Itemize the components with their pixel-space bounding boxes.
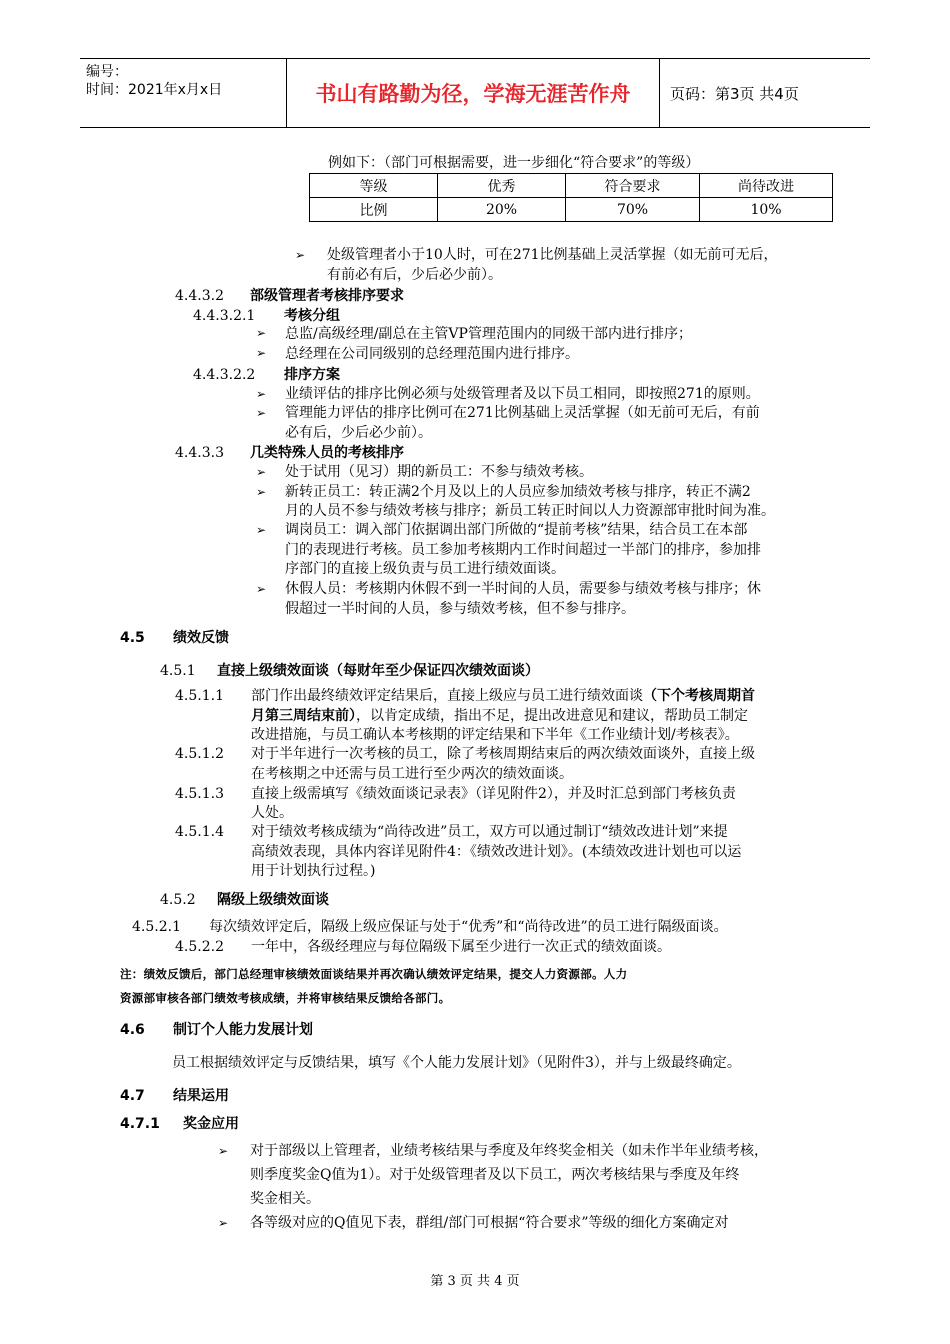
body-line: 奖金相关。 (250, 1191, 320, 1207)
body-line: 总经理在公司同级别的总经理范围内进行排序。 (285, 346, 579, 362)
table-intro: 例如下：（部门可根据需要，进一步细化“符合要求”的等级） (328, 155, 700, 171)
note-line: 资源部审核各部门绩效考核成绩，并将审核结果反馈给各部门。 (120, 991, 451, 1005)
body-line: 假超过一半时间的人员，参与绩效考核，但不参与排序。 (285, 601, 635, 617)
section-heading: 部级管理者考核排序要求 (250, 288, 404, 304)
note-line: 注：绩效反馈后，部门总经理审核绩效面谈结果并再次确认绩效评定结果，提交人力资源部。人力 (120, 967, 628, 981)
body-line: 有前必有后，少后必少前）。 (327, 267, 502, 283)
ratio-table (309, 173, 833, 222)
section-number: 4.5.2.1 (132, 919, 181, 935)
arrow-bullet-icon: ➢ (256, 387, 267, 401)
body-line: 处于试用（见习）期的新员工：不参与绩效考核。 (285, 464, 593, 480)
body-line: 对于部级以上管理者，业绩考核结果与季度及年终奖金相关（如未作半年业绩考核， (250, 1143, 768, 1159)
body-line: 对于绩效考核成绩为“尚待改进”员工，双方可以通过制订“绩效改进计划”来提 (251, 824, 728, 840)
body-line: 必有后，少后必少前）。 (285, 425, 432, 441)
table-row (310, 198, 833, 222)
section-number: 4.4.3.2.1 (193, 308, 256, 324)
body-line: 新转正员工：转正满2个月及以上的人员应参加绩效考核与排序，转正不满2 (285, 484, 751, 500)
body-line: 人处。 (251, 805, 293, 821)
section-heading: 奖金应用 (183, 1116, 239, 1132)
section-heading: 制订个人能力发展计划 (173, 1022, 313, 1038)
table-header-cell: 等级 (310, 174, 438, 198)
section-heading: 隔级上级绩效面谈 (217, 892, 329, 908)
table-cell: 20% (438, 198, 566, 222)
body-line: 门的表现进行考核。员工参加考核期内工作时间超过一半部门的排序，参加排 (285, 542, 761, 558)
body-line: 处级管理者小于10人时，可在271比例基础上灵活掌握（如无前可无后， (327, 247, 778, 263)
arrow-bullet-icon: ➢ (256, 465, 267, 479)
body-text-bold: 月第三周结束前） (251, 708, 356, 724)
body-line: 序部门的直接上级负责与员工进行绩效面谈。 (285, 561, 565, 577)
section-heading: 直接上级绩效面谈（每财年至少保证四次绩效面谈） (217, 663, 539, 679)
body-line: 各等级对应的Q值见下表，群组/部门可根据“符合要求”等级的细化方案确定对 (250, 1215, 729, 1231)
section-number: 4.5.2.2 (175, 939, 224, 955)
section-heading: 考核分组 (284, 308, 340, 324)
section-heading: 几类特殊人员的考核排序 (250, 445, 404, 461)
body-line: 高绩效表现，具体内容详见附件4：《绩效改进计划》。(本绩效改进计划也可以运 (251, 844, 742, 860)
body-line: 业绩评估的排序比例必须与处级管理者及以下员工相同，即按照271的原则。 (285, 386, 760, 402)
section-number: 4.4.3.2.2 (193, 367, 256, 383)
body-text-bold: （下个考核周期首 (643, 688, 755, 704)
arrow-bullet-icon: ➢ (218, 1144, 229, 1158)
number-label: 编号： (86, 64, 128, 80)
table-cell: 70% (566, 198, 700, 222)
page-footer: 第 3 页 共 4 页 (430, 1274, 520, 1289)
body-line: 总监/高级经理/副总在主管VP管理范围内的同级干部内进行排序； (285, 326, 692, 342)
body-line: 在考核期之中还需与员工进行至少两次的绩效面谈。 (251, 766, 573, 782)
table-header-cell: 符合要求 (566, 174, 700, 198)
table-cell: 比例 (310, 198, 438, 222)
section-number: 4.5 (120, 630, 145, 646)
header-motto: 书山有路勤为径，学海无涯苦作舟 (287, 59, 660, 127)
arrow-bullet-icon: ➢ (256, 485, 267, 499)
section-heading: 排序方案 (284, 367, 340, 383)
section-number: 4.5.1.1 (175, 688, 224, 704)
section-number: 4.7.1 (120, 1116, 160, 1132)
section-number: 4.5.1.3 (175, 786, 224, 802)
body-line: 休假人员：考核期内休假不到一半时间的人员，需要参与绩效考核与排序；休 (285, 581, 761, 597)
arrow-bullet-icon: ➢ (295, 248, 306, 262)
time-label: 时间：2021年x月x日 (86, 82, 223, 98)
section-number: 4.5.1 (160, 663, 196, 679)
body-text: ，以肯定成绩，指出不足，提出改进意见和建议，帮助员工制定 (356, 708, 748, 724)
section-number: 4.5.1.2 (175, 746, 224, 762)
body-line: 调岗员工：调入部门依据调出部门所做的“提前考核”结果，结合员工在本部 (285, 522, 748, 538)
section-heading: 结果运用 (173, 1088, 229, 1104)
table-header-cell: 尚待改进 (700, 174, 833, 198)
body-line: 直接上级需填写《绩效面谈记录表》（详见附件2），并及时汇总到部门考核负责 (251, 786, 736, 802)
arrow-bullet-icon: ➢ (256, 523, 267, 537)
header-page-info: 页码：第3页 共4页 (670, 84, 799, 103)
body-line: 月的人员不参与绩效考核与排序；新员工转正时间以人力资源部审批时间为准。 (285, 503, 775, 519)
arrow-bullet-icon: ➢ (256, 582, 267, 596)
table-header-row (310, 174, 833, 198)
section-number: 4.4.3.2 (175, 288, 224, 304)
arrow-bullet-icon: ➢ (256, 346, 267, 360)
body-line: 每次绩效评定后，隔级上级应保证与处于“优秀”和“尚待改进”的员工进行隔级面谈。 (209, 919, 728, 935)
arrow-bullet-icon: ➢ (256, 406, 267, 420)
body-line: 管理能力评估的排序比例可在271比例基础上灵活掌握（如无前可无后，有前 (285, 405, 760, 421)
section-heading: 绩效反馈 (173, 630, 229, 646)
body-line (251, 687, 755, 705)
body-line: 用于计划执行过程。) (251, 863, 376, 879)
body-line: 改进措施，与员工确认本考核期的评定结果和下半年《工作业绩计划/考核表》。 (251, 727, 739, 743)
section-number: 4.5.2 (160, 892, 196, 908)
section-number: 4.6 (120, 1022, 145, 1038)
body-text: 部门作出最终绩效评定结果后，直接上级应与员工进行绩效面谈 (251, 688, 643, 704)
body-line (251, 707, 748, 725)
body-line: 员工根据绩效评定与反馈结果，填写《个人能力发展计划》（见附件3），并与上级最终确定。 (172, 1055, 741, 1071)
arrow-bullet-icon: ➢ (218, 1216, 229, 1230)
section-number: 4.7 (120, 1088, 145, 1104)
section-number: 4.5.1.4 (175, 824, 224, 840)
section-number: 4.4.3.3 (175, 445, 224, 461)
page-header (80, 58, 870, 128)
table-header-cell: 优秀 (438, 174, 566, 198)
header-meta (80, 59, 287, 127)
body-line: 对于半年进行一次考核的员工，除了考核周期结束后的两次绩效面谈外，直接上级 (251, 746, 755, 762)
table-cell: 10% (700, 198, 833, 222)
body-line: 则季度奖金Q值为1）。对于处级管理者及以下员工，两次考核结果与季度及年终 (250, 1167, 740, 1183)
body-line: 一年中，各级经理应与每位隔级下属至少进行一次正式的绩效面谈。 (251, 939, 671, 955)
arrow-bullet-icon: ➢ (256, 326, 267, 340)
